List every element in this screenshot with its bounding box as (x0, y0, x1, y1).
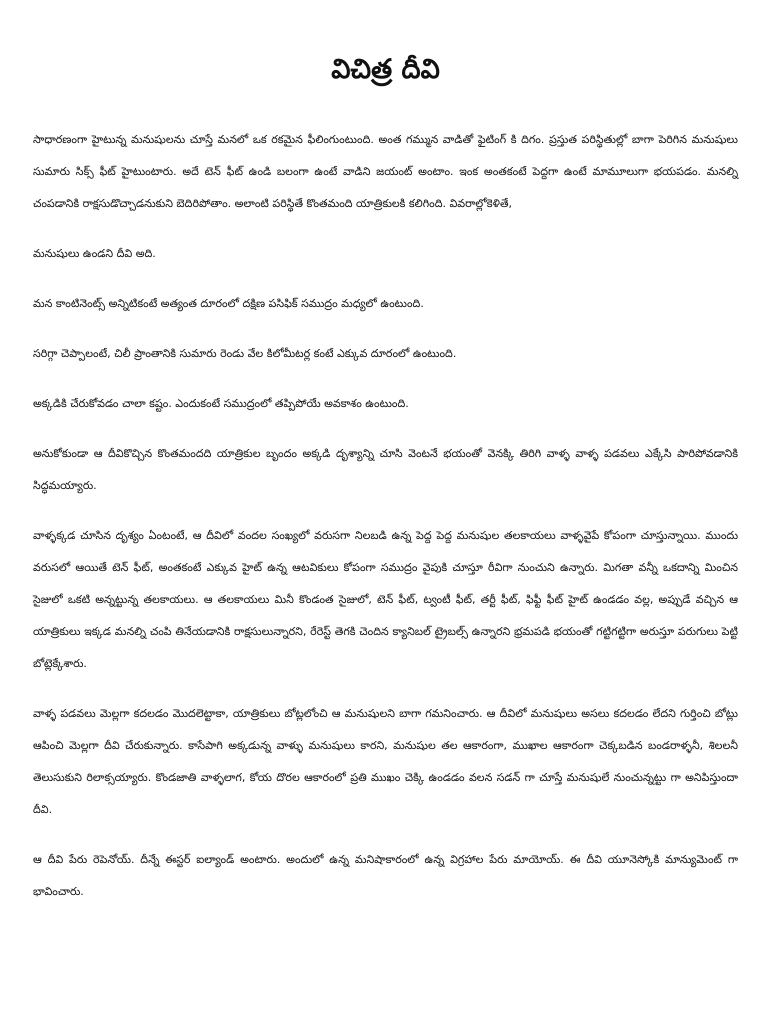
paragraph-intro: సాధారణంగా హైటున్న మనుషులను చూస్తే మనలో ఒక రకమైన ఫీలింగుంటుంది. అంత గమ్మున వాడితో ఫైటింగ్ కి దిగం. ప్రస్తుత పరిస్థితుల్లో బాగా పెరిగిన మనుషులు సుమారు సిక్స్ ఫీట్ హైటుంటారు. అదే టెన్ ఫీట్ ఉండి బలంగా ఉంటే వాడిని జయంట్ అంటాం. ఇంక అంతకంటే పెద్దగా ఉంటే మామూలుగా భయపడం. మనల్ని చంపడానికి రాక్షసుడొచ్చాడనుకుని బెదిరిపోతాం. అలాంటి పరిస్థితే కొంతమంది యాత్రికులకి కలిగింది. వివరాల్లోకెళితే, (33, 133, 738, 210)
paragraph-travelers: అనుకోకుండా ఆ దీవికొచ్చిన కొంతమందది యాత్రికుల బృందం అక్కడి దృశ్యాన్ని చూసి వెంటనే భయంతో వెనక్కి తిరిగి వాళ్ళ వాళ్ళ పడవలు ఎక్కేసి పారిపోవడానికి సిద్ధమయ్యారు. (33, 447, 738, 492)
document-title: విచిత్ర దీవి (331, 54, 440, 85)
paragraph-difficulty: అక్కడికి చేరుకోవడం చాలా కష్టం. ఎందుకంటే సముద్రంలో తప్పిపోయే అవకాశం ఉంటుంది. (33, 397, 409, 410)
paragraph-realization: వాళ్ళ పడవలు మెల్లగా కదలడం మొదలెట్టాకా, యాత్రికులు బోట్లలోంచి ఆ మనుషులని బాగా గమనించారు. ఆ దీవిలో మనుషులు అసలు కదలడం లేదని గుర్తించి బోట్లు ఆపించి మెల్లగా దీవి చేరుకున్నారు. కాసేపాగి అక్కడున్న వాళ్ళు మనుషులు కారని, మనుషుల తల ఆకారంగా, ముఖాల ఆకారంగా చెక్కబడిన బండరాళ్ళనీ, శిలలనీ తెలుసుకుని రిలాక్సయ్యారు. కొండజాతి వాళ్ళలాగ, కోయ దొరల ఆకారంలో ప్రతి ముఖం చెక్కి ఉండడం వలన సడన్ గా చూస్తే మనుషులే నుంచున్నట్టు గా అనిపిస్తుందా దీవి. (33, 707, 738, 816)
paragraph-scene: వాళ్ళక్కడ చూసిన దృశ్యం ఏంటంటే, ఆ దీవిలో వందల సంఖ్యలో వరుసగా నిలబడి ఉన్న పెద్ద పెద్ద మనుషుల తలకాయలు వాళ్ళవైపే కోపంగా చూస్తున్నాయి. ముందు వరుసలో ఆయితే టెన్ ఫీట్, అంతకంటే ఎక్కువ హైట్ ఉన్న ఆటవికులు కోపంగా సముద్రం వైపుకి చూస్తూ రీవిగా నుంచుని ఉన్నారు. మిగతా వన్నీ ఒకదాన్ని మించిన సైజులో ఒకటి అన్నట్టున్న తలకాయలు. ఆ తలకాయలు మినీ కొండంత సైజులో, టెన్ ఫీట్, ట్వంటీ ఫీట్, తర్టీ ఫీట్, ఫిఫ్టీ ఫీట్ హైట్ ఉండడం వల్ల, అప్పుడే వచ్చిన ఆ యాత్రికులు ఇక్కడ మనల్ని చంపి తినేయడానికి రాక్షసులున్నారని, రేరెస్ట్ తెగకి చెందిన క్యానిబల్ ట్రైబల్స్ ఉన్నారని భ్రమపడి భయంతో గట్టిగట్టిగా అరుస్తూ పరుగులు పెట్టి బోట్లెక్కేశారు. (33, 529, 738, 670)
paragraph-island-name: ఆ దీవి పేరు రెపెనోయ్. దీన్నే ఈస్టర్ ఐల్యాండ్ అంటారు. అందులో ఉన్న మనిషాకారంలో ఉన్న విగ్రహాల పేరు మాయోయ్. ఈ దీవి యూనెస్కోకి మాన్యుమెంట్ గా భావించారు. (33, 853, 738, 898)
paragraph-distance: సరిగ్గా చెప్పాలంటే, చిలీ ప్రాంతానికి సుమారు రెండు వేల కిలోమీటర్ల కంటే ఎక్కువ దూరంలో ఉంటుంది. (33, 347, 457, 360)
paragraph-location: మన కాంటినెంట్స్ అన్నిటికంటే అత్యంత దూరంలో దక్షిణ పసిఫిక్ సముద్రం మధ్యలో ఉంటుంది. (33, 297, 424, 310)
paragraph-uninhabited: మనుషులు ఉండని దీవి అది. (33, 247, 156, 260)
